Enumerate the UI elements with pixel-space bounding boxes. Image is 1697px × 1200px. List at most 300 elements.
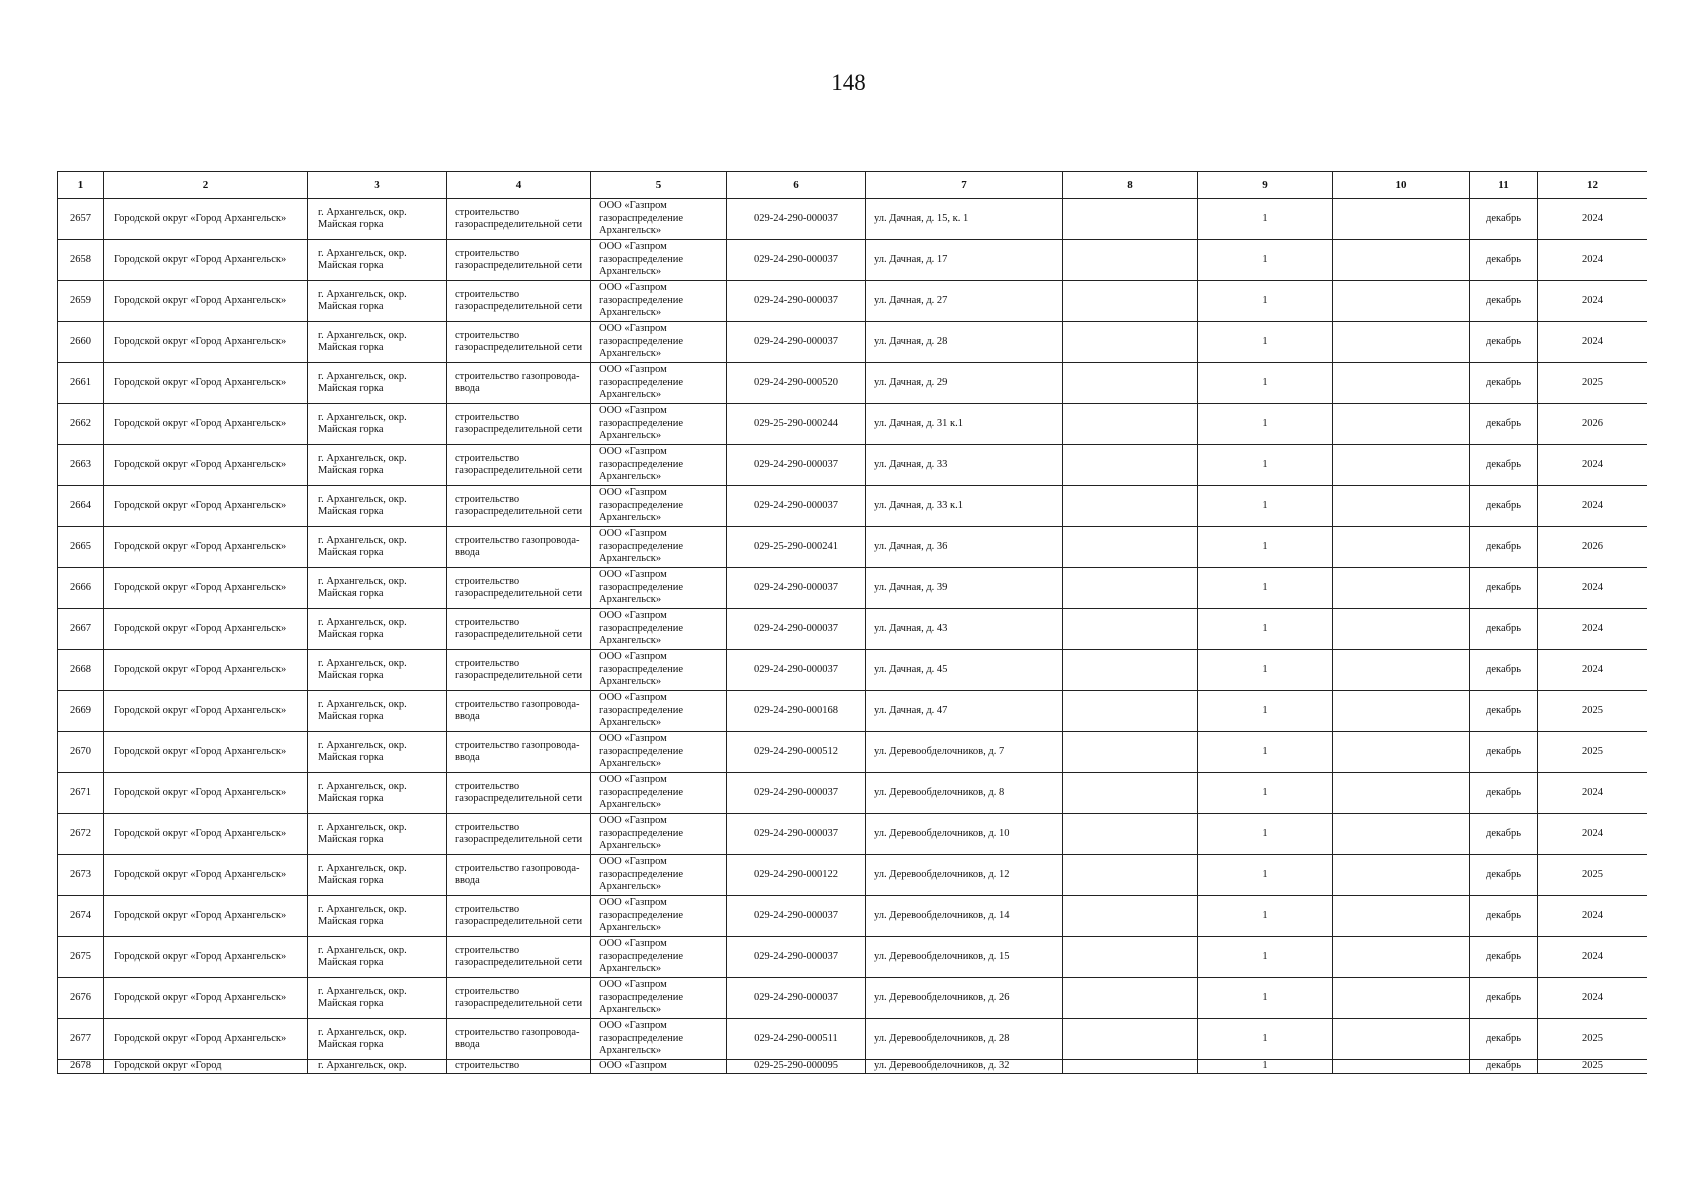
row-number: 2675 [58,937,104,978]
column-8-cell [1063,568,1198,609]
address-cell: ул. Дачная, д. 43 [866,609,1063,650]
locality-cell: г. Архангельск, окр. Майская горка [308,609,447,650]
register-table [57,171,1647,1074]
address-cell: ул. Деревообделочников, д. 28 [866,1019,1063,1060]
work-type-cell: строительство газопровода-ввода [447,363,591,404]
year-cell: 2024 [1538,486,1648,527]
month-cell: декабрь [1470,199,1538,240]
row-number: 2672 [58,814,104,855]
row-number: 2666 [58,568,104,609]
month-cell: декабрь [1470,609,1538,650]
locality-cell: г. Архангельск, окр. Майская горка [308,445,447,486]
table-row [58,404,1648,445]
year-cell: 2024 [1538,199,1648,240]
month-cell: декабрь [1470,1019,1538,1060]
month-cell: декабрь [1470,322,1538,363]
table-row [58,937,1648,978]
work-type-cell: строительство газораспределительной сети [447,773,591,814]
organization-cell: ООО «Газпром газораспределение Архангельск» [591,691,727,732]
organization-cell: ООО «Газпром газораспределение Архангельск» [591,773,727,814]
table-row [58,240,1648,281]
month-cell: декабрь [1470,650,1538,691]
object-code-cell: 029-24-290-000037 [727,281,866,322]
column-header-10: 10 [1333,172,1470,199]
month-cell: декабрь [1470,568,1538,609]
row-number: 2659 [58,281,104,322]
locality-cell: г. Архангельск, окр. Майская горка [308,855,447,896]
column-10-cell [1333,609,1470,650]
column-9-cell: 1 [1198,896,1333,937]
year-cell: 2025 [1538,1060,1648,1074]
object-code-cell: 029-24-290-000037 [727,322,866,363]
object-code-cell: 029-24-290-000037 [727,199,866,240]
row-number: 2663 [58,445,104,486]
year-cell: 2024 [1538,937,1648,978]
month-cell: декабрь [1470,691,1538,732]
municipality-cell: Городской округ «Город Архангельск» [104,445,308,486]
column-10-cell [1333,527,1470,568]
month-cell: декабрь [1470,486,1538,527]
column-8-cell [1063,404,1198,445]
table-row [58,363,1648,404]
organization-cell: ООО «Газпром газораспределение Архангельск» [591,486,727,527]
object-code-cell: 029-24-290-000037 [727,650,866,691]
year-cell: 2024 [1538,773,1648,814]
locality-cell: г. Архангельск, окр. Майская горка [308,568,447,609]
year-cell: 2024 [1538,609,1648,650]
column-10-cell [1333,896,1470,937]
organization-cell: ООО «Газпром газораспределение Архангельск» [591,281,727,322]
work-type-cell: строительство газораспределительной сети [447,978,591,1019]
locality-cell: г. Архангельск, окр. Майская горка [308,650,447,691]
work-type-cell: строительство газопровода-ввода [447,855,591,896]
year-cell: 2024 [1538,568,1648,609]
table-row [58,568,1648,609]
address-cell: ул. Дачная, д. 47 [866,691,1063,732]
year-cell: 2025 [1538,855,1648,896]
column-9-cell: 1 [1198,322,1333,363]
column-9-cell: 1 [1198,691,1333,732]
object-code-cell: 029-24-290-000168 [727,691,866,732]
column-10-cell [1333,691,1470,732]
object-code-cell: 029-24-290-000511 [727,1019,866,1060]
work-type-cell: строительство [447,1060,591,1074]
column-8-cell [1063,240,1198,281]
column-9-cell: 1 [1198,855,1333,896]
column-8-cell [1063,609,1198,650]
column-header-3: 3 [308,172,447,199]
column-10-cell [1333,240,1470,281]
address-cell: ул. Дачная, д. 29 [866,363,1063,404]
column-10-cell [1333,486,1470,527]
column-8-cell [1063,814,1198,855]
municipality-cell: Городской округ «Город Архангельск» [104,732,308,773]
column-header-12: 12 [1538,172,1648,199]
column-10-cell [1333,650,1470,691]
object-code-cell: 029-24-290-000037 [727,240,866,281]
address-cell: ул. Деревообделочников, д. 10 [866,814,1063,855]
row-number: 2665 [58,527,104,568]
row-number: 2678 [58,1060,104,1074]
column-9-cell: 1 [1198,445,1333,486]
column-8-cell [1063,937,1198,978]
organization-cell: ООО «Газпром газораспределение Архангельск» [591,404,727,445]
organization-cell: ООО «Газпром газораспределение Архангельск» [591,527,727,568]
work-type-cell: строительство газораспределительной сети [447,322,591,363]
address-cell: ул. Деревообделочников, д. 32 [866,1060,1063,1074]
column-8-cell [1063,363,1198,404]
year-cell: 2026 [1538,404,1648,445]
address-cell: ул. Деревообделочников, д. 14 [866,896,1063,937]
row-number: 2673 [58,855,104,896]
municipality-cell: Городской округ «Город Архангельск» [104,363,308,404]
row-number: 2676 [58,978,104,1019]
column-8-cell [1063,322,1198,363]
object-code-cell: 029-24-290-000512 [727,732,866,773]
column-8-cell [1063,732,1198,773]
column-8-cell [1063,527,1198,568]
year-cell: 2025 [1538,732,1648,773]
work-type-cell: строительство газораспределительной сети [447,486,591,527]
table-row [58,609,1648,650]
row-number: 2667 [58,609,104,650]
row-number: 2669 [58,691,104,732]
address-cell: ул. Деревообделочников, д. 8 [866,773,1063,814]
locality-cell: г. Архангельск, окр. Майская горка [308,773,447,814]
address-cell: ул. Дачная, д. 27 [866,281,1063,322]
municipality-cell: Городской округ «Город Архангельск» [104,281,308,322]
locality-cell: г. Архангельск, окр. Майская горка [308,691,447,732]
column-10-cell [1333,1019,1470,1060]
address-cell: ул. Дачная, д. 33 [866,445,1063,486]
column-9-cell: 1 [1198,732,1333,773]
work-type-cell: строительство газораспределительной сети [447,650,591,691]
organization-cell: ООО «Газпром газораспределение Архангельск» [591,199,727,240]
column-8-cell [1063,486,1198,527]
organization-cell: ООО «Газпром газораспределение Архангельск» [591,609,727,650]
address-cell: ул. Дачная, д. 15, к. 1 [866,199,1063,240]
column-9-cell: 1 [1198,937,1333,978]
row-number: 2674 [58,896,104,937]
column-9-cell: 1 [1198,363,1333,404]
column-10-cell [1333,568,1470,609]
municipality-cell: Городской округ «Город Архангельск» [104,855,308,896]
organization-cell: ООО «Газпром газораспределение Архангельск» [591,650,727,691]
organization-cell: ООО «Газпром газораспределение Архангельск» [591,322,727,363]
organization-cell: ООО «Газпром [591,1060,727,1074]
month-cell: декабрь [1470,445,1538,486]
table-row [58,445,1648,486]
row-number: 2671 [58,773,104,814]
work-type-cell: строительство газопровода-ввода [447,732,591,773]
municipality-cell: Городской округ «Город Архангельск» [104,486,308,527]
year-cell: 2025 [1538,363,1648,404]
row-number: 2658 [58,240,104,281]
column-8-cell [1063,855,1198,896]
object-code-cell: 029-24-290-000037 [727,937,866,978]
column-10-cell [1333,937,1470,978]
municipality-cell: Городской округ «Город Архангельск» [104,240,308,281]
column-10-cell [1333,363,1470,404]
work-type-cell: строительство газораспределительной сети [447,240,591,281]
work-type-cell: строительство газопровода-ввода [447,691,591,732]
column-9-cell: 1 [1198,404,1333,445]
municipality-cell: Городской округ «Город Архангельск» [104,1019,308,1060]
address-cell: ул. Деревообделочников, д. 15 [866,937,1063,978]
object-code-cell: 029-24-290-000122 [727,855,866,896]
locality-cell: г. Архангельск, окр. Майская горка [308,240,447,281]
locality-cell: г. Архангельск, окр. Майская горка [308,404,447,445]
column-8-cell [1063,691,1198,732]
municipality-cell: Городской округ «Город Архангельск» [104,773,308,814]
column-8-cell [1063,445,1198,486]
column-9-cell: 1 [1198,568,1333,609]
organization-cell: ООО «Газпром газораспределение Архангельск» [591,896,727,937]
column-9-cell: 1 [1198,814,1333,855]
year-cell: 2024 [1538,814,1648,855]
municipality-cell: Городской округ «Город Архангельск» [104,527,308,568]
column-9-cell: 1 [1198,978,1333,1019]
month-cell: декабрь [1470,896,1538,937]
month-cell: декабрь [1470,527,1538,568]
row-number: 2662 [58,404,104,445]
address-cell: ул. Дачная, д. 39 [866,568,1063,609]
locality-cell: г. Архангельск, окр. Майская горка [308,732,447,773]
month-cell: декабрь [1470,855,1538,896]
column-10-cell [1333,814,1470,855]
organization-cell: ООО «Газпром газораспределение Архангельск» [591,240,727,281]
table-row [58,896,1648,937]
column-9-cell: 1 [1198,240,1333,281]
work-type-cell: строительство газопровода-ввода [447,1019,591,1060]
address-cell: ул. Деревообделочников, д. 26 [866,978,1063,1019]
organization-cell: ООО «Газпром газораспределение Архангельск» [591,445,727,486]
column-9-cell: 1 [1198,1060,1333,1074]
object-code-cell: 029-24-290-000037 [727,609,866,650]
municipality-cell: Городской округ «Город [104,1060,308,1074]
month-cell: декабрь [1470,363,1538,404]
column-8-cell [1063,773,1198,814]
address-cell: ул. Дачная, д. 33 к.1 [866,486,1063,527]
month-cell: декабрь [1470,978,1538,1019]
row-number: 2657 [58,199,104,240]
locality-cell: г. Архангельск, окр. Майская горка [308,896,447,937]
work-type-cell: строительство газораспределительной сети [447,609,591,650]
column-9-cell: 1 [1198,486,1333,527]
column-10-cell [1333,1060,1470,1074]
table-row [58,650,1648,691]
municipality-cell: Городской округ «Город Архангельск» [104,199,308,240]
municipality-cell: Городской округ «Город Архангельск» [104,322,308,363]
column-header-8: 8 [1063,172,1198,199]
table-row [58,978,1648,1019]
column-8-cell [1063,199,1198,240]
table-row [58,855,1648,896]
object-code-cell: 029-24-290-000037 [727,773,866,814]
organization-cell: ООО «Газпром газораспределение Архангельск» [591,1019,727,1060]
address-cell: ул. Деревообделочников, д. 7 [866,732,1063,773]
column-9-cell: 1 [1198,1019,1333,1060]
locality-cell: г. Архангельск, окр. Майская горка [308,363,447,404]
column-8-cell [1063,650,1198,691]
object-code-cell: 029-24-290-000037 [727,486,866,527]
locality-cell: г. Архангельск, окр. Майская горка [308,486,447,527]
year-cell: 2026 [1538,527,1648,568]
column-header-7: 7 [866,172,1063,199]
locality-cell: г. Архангельск, окр. Майская горка [308,978,447,1019]
column-header-6: 6 [727,172,866,199]
table-row [58,486,1648,527]
object-code-cell: 029-24-290-000037 [727,445,866,486]
municipality-cell: Городской округ «Город Архангельск» [104,896,308,937]
column-8-cell [1063,1019,1198,1060]
organization-cell: ООО «Газпром газораспределение Архангельск» [591,855,727,896]
work-type-cell: строительство газораспределительной сети [447,937,591,978]
organization-cell: ООО «Газпром газораспределение Архангельск» [591,732,727,773]
object-code-cell: 029-24-290-000520 [727,363,866,404]
locality-cell: г. Архангельск, окр. Майская горка [308,937,447,978]
object-code-cell: 029-24-290-000037 [727,568,866,609]
row-number: 2661 [58,363,104,404]
month-cell: декабрь [1470,773,1538,814]
locality-cell: г. Архангельск, окр. Майская горка [308,199,447,240]
object-code-cell: 029-25-290-000241 [727,527,866,568]
month-cell: декабрь [1470,404,1538,445]
column-9-cell: 1 [1198,527,1333,568]
address-cell: ул. Дачная, д. 36 [866,527,1063,568]
month-cell: декабрь [1470,732,1538,773]
year-cell: 2024 [1538,322,1648,363]
year-cell: 2024 [1538,978,1648,1019]
work-type-cell: строительство газораспределительной сети [447,281,591,322]
municipality-cell: Городской округ «Город Архангельск» [104,691,308,732]
register-table-container [57,171,1647,1116]
table-row [58,1019,1648,1060]
work-type-cell: строительство газопровода-ввода [447,527,591,568]
object-code-cell: 029-25-290-000244 [727,404,866,445]
object-code-cell: 029-24-290-000037 [727,896,866,937]
work-type-cell: строительство газораспределительной сети [447,896,591,937]
column-8-cell [1063,978,1198,1019]
locality-cell: г. Архангельск, окр. [308,1060,447,1074]
column-10-cell [1333,855,1470,896]
row-number: 2677 [58,1019,104,1060]
month-cell: декабрь [1470,281,1538,322]
page-number: 148 [831,70,866,95]
work-type-cell: строительство газораспределительной сети [447,404,591,445]
column-9-cell: 1 [1198,281,1333,322]
locality-cell: г. Архангельск, окр. Майская горка [308,527,447,568]
column-header-1: 1 [58,172,104,199]
object-code-cell: 029-24-290-000037 [727,814,866,855]
address-cell: ул. Дачная, д. 28 [866,322,1063,363]
column-9-cell: 1 [1198,199,1333,240]
table-row [58,199,1648,240]
table-row [58,814,1648,855]
column-10-cell [1333,404,1470,445]
municipality-cell: Городской округ «Город Архангельск» [104,404,308,445]
row-number: 2664 [58,486,104,527]
municipality-cell: Городской округ «Город Архангельск» [104,814,308,855]
month-cell: декабрь [1470,1060,1538,1074]
work-type-cell: строительство газораспределительной сети [447,445,591,486]
row-number: 2668 [58,650,104,691]
address-cell: ул. Дачная, д. 17 [866,240,1063,281]
year-cell: 2024 [1538,896,1648,937]
column-10-cell [1333,773,1470,814]
organization-cell: ООО «Газпром газораспределение Архангельск» [591,814,727,855]
column-9-cell: 1 [1198,650,1333,691]
year-cell: 2025 [1538,691,1648,732]
organization-cell: ООО «Газпром газораспределение Архангельск» [591,978,727,1019]
municipality-cell: Городской округ «Город Архангельск» [104,937,308,978]
table-body [58,199,1648,1074]
column-header-11: 11 [1470,172,1538,199]
column-10-cell [1333,199,1470,240]
column-8-cell [1063,896,1198,937]
column-header-9: 9 [1198,172,1333,199]
work-type-cell: строительство газораспределительной сети [447,568,591,609]
column-10-cell [1333,322,1470,363]
municipality-cell: Городской округ «Город Архангельск» [104,978,308,1019]
month-cell: декабрь [1470,240,1538,281]
municipality-cell: Городской округ «Город Архангельск» [104,650,308,691]
municipality-cell: Городской округ «Город Архангельск» [104,568,308,609]
year-cell: 2024 [1538,281,1648,322]
column-10-cell [1333,281,1470,322]
year-cell: 2024 [1538,650,1648,691]
year-cell: 2025 [1538,1019,1648,1060]
locality-cell: г. Архангельск, окр. Майская горка [308,281,447,322]
month-cell: декабрь [1470,814,1538,855]
address-cell: ул. Деревообделочников, д. 12 [866,855,1063,896]
column-10-cell [1333,445,1470,486]
locality-cell: г. Архангельск, окр. Майская горка [308,322,447,363]
column-9-cell: 1 [1198,773,1333,814]
year-cell: 2024 [1538,445,1648,486]
object-code-cell: 029-24-290-000037 [727,978,866,1019]
organization-cell: ООО «Газпром газораспределение Архангельск» [591,937,727,978]
column-header-4: 4 [447,172,591,199]
column-10-cell [1333,732,1470,773]
locality-cell: г. Архангельск, окр. Майская горка [308,1019,447,1060]
column-9-cell: 1 [1198,609,1333,650]
address-cell: ул. Дачная, д. 45 [866,650,1063,691]
table-row [58,527,1648,568]
object-code-cell: 029-25-290-000095 [727,1060,866,1074]
municipality-cell: Городской округ «Город Архангельск» [104,609,308,650]
column-8-cell [1063,281,1198,322]
row-number: 2660 [58,322,104,363]
column-10-cell [1333,978,1470,1019]
column-header-5: 5 [591,172,727,199]
table-row [58,773,1648,814]
organization-cell: ООО «Газпром газораспределение Архангельск» [591,363,727,404]
row-number: 2670 [58,732,104,773]
table-row [58,322,1648,363]
table-row [58,732,1648,773]
column-8-cell [1063,1060,1198,1074]
column-number-row [58,172,1648,199]
work-type-cell: строительство газораспределительной сети [447,199,591,240]
table-row [58,1060,1648,1074]
address-cell: ул. Дачная, д. 31 к.1 [866,404,1063,445]
table-row [58,691,1648,732]
year-cell: 2024 [1538,240,1648,281]
organization-cell: ООО «Газпром газораспределение Архангельск» [591,568,727,609]
month-cell: декабрь [1470,937,1538,978]
work-type-cell: строительство газораспределительной сети [447,814,591,855]
